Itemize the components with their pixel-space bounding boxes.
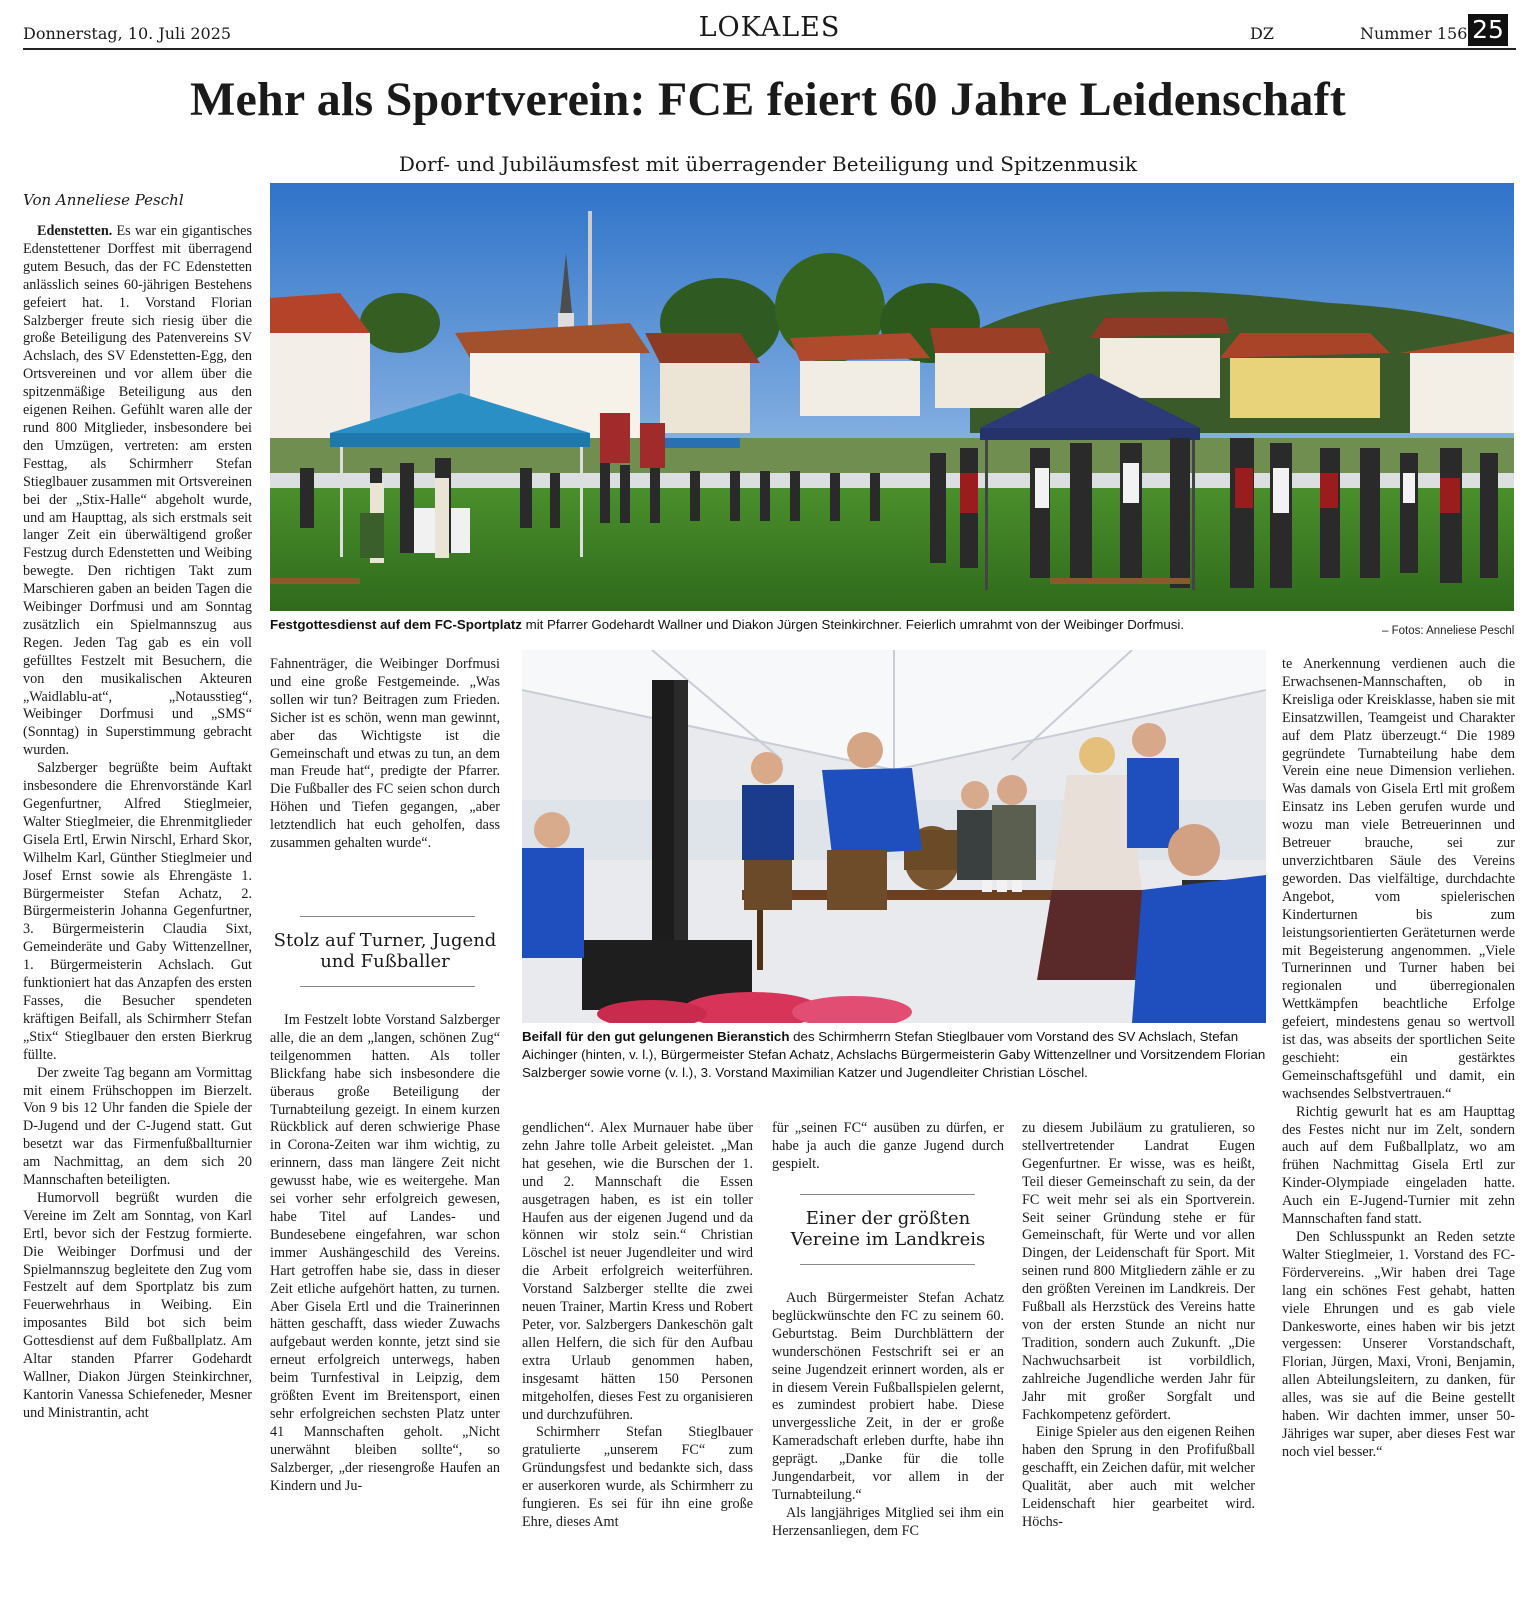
paragraph: gendlichen“. Alex Murnauer habe über zehn Jahre tolle Arbeit geleistet. „Man hat gesehen, wie die Burschen der 1. und 2. Mannschaft die Essen ausgetragen haben, es ist ein toller Haufen aus der eigenen Jugend und da können wir stolz sein.“ Christian Löschel ist neuer Jugendleiter und wird die Arbeit erfolgreich weiterführen. Vorstand Salzberger stellte die zwei neuen Trainer, Martin Kress und Robert Peter, vor. Salzbergers Dankeschön galt allen Helfern, die sich für den Aufbau extra Urlaub genommen haben, insgesamt hätten 150 Personen mitgeholfen, dieses Fest zu organisieren und durchzuführen.	[522, 1120, 753, 1423]
photo-field-service	[270, 183, 1514, 611]
section-title: LOKALES	[698, 12, 841, 43]
paragraph: Richtig gewurlt hat es am Haupttag des Festes nicht nur im Zelt, sondern auch auf dem Fußballplatz, wo am frühen Nachmittag Gisela Ertl zur Kinder-Olympiade eingeladen hatte. Auch ein E-Jugend-Turnier mit zehn Mannschaften fand statt.	[1282, 1103, 1515, 1228]
photo-field-service-image	[270, 183, 1514, 611]
article-author: Von Anneliese Peschl	[23, 191, 184, 209]
column-1	[23, 223, 252, 1600]
column-5	[1022, 1120, 1255, 1600]
caption-text: des Schirmherrn Stefan Stieglbauer vom Vorstand des SV Achslach, Stefan Aichinger (hinten, v. l.), Bürgermeister Stefan Achatz, Achslachs Bürgermeisterin Gaby Wittenzellner und Vorsitzendem Florian Salzberger sowie vorne (v. l.), 3. Vorstand Maximilian Katzer und Jugendleiter Christian Löschel.	[522, 1029, 1266, 1080]
publication-abbrev: DZ	[1250, 24, 1274, 43]
paragraph: Auch Bürgermeister Stefan Achatz beglückwünschte den FC zu seinem 60. Geburtstag. Beim Durchblättern der wunderschönen Festschrift sei er an seine Jugendzeit erinnert worden, als er in diesem Verein Fußballspielen gelernt, es zumindest probiert habe. Diese unvergessliche Zeit, in der er große Kameradschaft erleben durfte, habe ihn geprägt. „Danke für die tolle Jungendarbeit, vor allem in der Turnabteilung.“	[772, 1290, 1004, 1503]
column-2-top	[270, 656, 500, 906]
subhead-rule-top	[800, 1194, 975, 1195]
column-3	[522, 1120, 753, 1600]
caption-bold: Beifall für den gut gelungenen Bieranstich	[522, 1029, 790, 1044]
column-6	[1282, 656, 1515, 1600]
photo-beer-tapping-image	[522, 650, 1266, 1023]
subhead-rule-bottom	[800, 1264, 975, 1265]
caption-text: mit Pfarrer Godehardt Wallner und Diakon Jürgen Steinkirchner. Feierlich umrahmt von der Weibinger Dorfmusi.	[521, 617, 1185, 632]
subhead-turner: Stolz auf Turner, Jugend und Fußballer	[273, 930, 497, 972]
paragraph: Schirmherr Stefan Stieglbauer gratulierte „unserem FC“ zum Gründungsfest und bedankte sich, dass er auserkoren wurde, als Schirmherr zu fungieren. Es sei für ihn eine große Ehre, dieses Amt	[522, 1424, 753, 1530]
paragraph: Der zweite Tag begann am Vormittag mit einem Frühschoppen im Bierzelt. Von 9 bis 12 Uhr fanden die Spiele der D-Jugend und der C-Jugend statt. Gut besetzt war das Firmenfußballturnier am Nachmittag, an dem sich 20 Mannschaften beteiligten.	[23, 1064, 252, 1189]
photo-credit: – Fotos: Anneliese Peschl	[1382, 625, 1515, 637]
subhead-landkreis: Einer der größten Vereine im Landkreis	[790, 1208, 986, 1250]
paragraph: Im Festzelt lobte Vorstand Salzberger alle, die an dem „langen, schönen Zug“ teilgenommen hatten. Als toller Blickfang habe sich insbesondere die überaus große Beteiligung der Turnabteilung gezeigt. In einem kurzen Rückblick auf deren schwierige Phase in Corona-Zeiten war ihm wichtig, zu erinnern, dass man längere Zeit nicht gewusst habe, wie es weitergehe. Man sei vorher sehr erfolgreich gewesen, habe Titel auf Landes- und Bundesebene eingefahren, war schon immer Aushängeschild des Vereins. Hart getroffen habe sie, dass in dieser Zeit etliche aufgehört hatten, zu turnen. Aber Gisela Ertl und die Trainerinnen hätten geschafft, dass wieder Zuwachs aufgebaut werden konnte, jetzt sind sie erneut erfolgreich unterwegs, haben beim Turnfestival in Leipzig, dem größten Event im Breitensport, einen sehr erfolgreichen sechsten Platz unter 41 Mannschaften geholt. „Nicht unerwähnt bleiben sollte“, so Salzberger, „der riesengroße Haufen an Kindern und Ju-	[270, 1012, 500, 1494]
caption-bold: Festgottesdienst auf dem FC-Sportplatz	[270, 617, 522, 632]
paragraph: Den Schlusspunkt an Reden setzte Walter Stieglmeier, 1. Vorstand des FC-Fördervereins. „Wir haben drei Tage lang ein schönes Fest gehabt, hatten viele Ehrungen und es gab viele Dankesworte, eines haben wir bis jetzt vergessen: Unserer Vorstandschaft, Florian, Jürgen, Maxi, Vroni, Benjamin, allen Abteilungsleitern, zu danken, für alles, was sie auf die Beine gestellt haben. Wir dachten immer, unser 50-Jähriges war super, aber dieses Fest war noch viel besser.“	[1282, 1229, 1515, 1460]
issue-date: Donnerstag, 10. Juli 2025	[23, 24, 232, 43]
article-headline: Mehr als Sportverein: FCE feiert 60 Jahre Leidenschaft	[190, 73, 1346, 126]
page-header	[23, 10, 1516, 50]
paragraph: zu diesem Jubiläum zu gratulieren, so stellvertretender Landrat Eugen Gegenfurtner. Er wisse, was es heißt, Teil dieser Gemeinschaft zu sein, da der FC weit mehr sei als ein Sportverein. Seit seiner Gründung stehe er für Gemeinschaft, für Werte und vor allen Dingen, der Leidenschaft für Sport. Mit seinen rund 800 Mitgliedern zähle er zu den größten Vereinen im Landkreis. Der Fußball als Herzstück des Vereins hatte von der ersten Stunde an nicht nur Tradition, sondern auch Zukunft. „Die Nachwuchsarbeit ist vorbildlich, zahlreiche Jugendliche werden Jahr für Jahr mit großer Sorgfalt und Fachkompetenz gefördert.	[1022, 1120, 1255, 1423]
paragraph: Fahnenträger, die Weibinger Dorfmusi und eine große Festgemeinde. „Was sollen wir tun? Beitragen zum Frieden. Sicher ist es schön, wenn man gewinnt, aber das Wichtigste ist die Gemeinschaft und etwas zu tun, an dem man Freude hat“, predigte der Pfarrer. Die Fußballer des FC seien schon durch Höhen und Tiefen gegangen, „aber letztendlich hat euch geholfen, dass zusammen gehalten wurde“.	[270, 656, 500, 852]
paragraph: te Anerkennung verdienen auch die Erwachsenen-Mannschaften, ob in Kreisliga oder Kreisklasse, haben sie mit Einsatzwillen, Teamgeist und Charakter auf dem Platz überzeugt.“ Die 1989 gegründete Turnabteilung habe dem Verein eine neue Dimension verliehen. Was damals von Gisela Ertl mit großem Einsatz ins Leben gerufen wurde und wozu man viele Betreuerinnen und Betreuer brauche, sei zur unverzichtbaren Säule des Vereins geworden. Das vielfältige, durchdachte Angebot, vom spielerischen Kinderturnen bis zum leistungsorientierten Geräteturnen werde mit Begeisterung angenommen. „Viele Turnerinnen und Turner haben bei regionalen und überregionalen Wettkämpfen beachtliche Erfolge gefeiert, mindestens genau so wertvoll ist das, was abseits der sportlichen Seite geschieht: ein gestärktes Gemeinschaftsgefühl und damit, ein wachsendes Selbstvertrauen.“	[1282, 656, 1515, 1102]
column-4-bottom	[772, 1290, 1004, 1600]
article-subheadline: Dorf- und Jubiläumsfest mit überragender Beteiligung und Spitzenmusik	[398, 152, 1138, 176]
page-number: 25	[1468, 14, 1508, 46]
photo-beer-tapping	[522, 650, 1266, 1023]
paragraph: Einige Spieler aus den eigenen Reihen haben den Sprung in den Profifußball geschafft, ein Zeichen dafür, mit welcher Qualität, aber auch mit welcher Leidenschaft hier gearbeitet wird. Höchs-	[1022, 1424, 1255, 1530]
dateline: Edenstetten.	[37, 223, 113, 239]
paragraph: für „seinen FC“ ausüben zu dürfen, er habe ja auch die ganze Jugend durch gespielt.	[772, 1120, 1004, 1172]
column-2-bottom	[270, 1012, 500, 1600]
paragraph: Salzberger begrüßte beim Auftakt insbesondere die Ehrenvorstände Karl Gegenfurtner, Alfred Stieglmeier, Walter Stieglmeier, die Ehrenmitglieder Gisela Ertl, Erwin Nirschl, Erhard Skor, Wilhelm Karl, Günther Stieglmeier und Josef Ernst sowie als Ehrengäste 1. Bürgermeister Stefan Achatz, 2. Bürgermeisterin Johanna Gegenfurtner, 3. Bürgermeisterin Claudia Sixt, Gemeinderäte und Gaby Wittenzellner, 1. Bürgermeisterin Achslach. Gut funktioniert hat das Anzapfen des ersten Fasses, die Besucher spendeten kräftigen Beifall, als Schirmherr Stefan „Stix“ Stieglbauer den ersten Bierkrug füllte.	[23, 760, 252, 1063]
paragraph: Als langjähriges Mitglied sei ihm ein Herzensanliegen, dem FC	[772, 1504, 1004, 1539]
photo1-caption	[270, 616, 1350, 634]
paragraph: Humorvoll begrüßt wurden die Vereine im Zelt am Sonntag, von Karl Ertl, bevor sich der Festzug formierte. Die Weibinger Dorfmusi und der Spielmannszug begleitete den Zug vom Festzelt auf dem Sportplatz bis zum Feuerwehrhaus in Weibing. Ein imposantes Bild bot sich beim Gottesdienst auf dem Fußballplatz. Am Altar standen Pfarrer Godehardt Wallner, Diakon Jürgen Steinkirchner, Kantorin Vanessa Schiefeneder, Mesner und Ministrantin, acht	[23, 1189, 252, 1421]
column-4-top	[772, 1120, 1004, 1180]
paragraph: Es war ein gigantisches Edenstettener Dorffest mit überragend gutem Besuch, das der FC Edenstetten anlässlich seines 60-jährigen Bestehens gefeiert hat. 1. Vorstand Florian Salzberger freute sich riesig über die große Beteiligung des Patenvereins SV Achslach, des SV Edenstetten-Egg, den Ortsvereinen und vor allem über die spitzenmäßige Beteiligung aus den eigenen Reihen. Gefühlt waren alle der rund 800 Mitglieder, insbesondere bei den Umzügen, vertreten: am ersten Festtag, als Schirmherr Stefan Stieglbauer zusammen mit Ortsvereinen bei der „Stix-Halle“ abgeholt wurde, und am Haupttag, als sich erstmals seit langer Zeit ein überwältigend großer Festzug durch Edenstetten und Weibing bewegte. Den richtigen Takt zum Marschieren gaben an beiden Tagen die Weibinger Dorfmusi und am Sonntag zusätzlich ein Spielmannszug aus Regen. Jeden Tag gab es ein voll gefülltes Festzelt mit Besuchern, die von den musikalischen Akteuren „Waidlablu-at“, „Notausstieg“, Weibinger Dorfmusi und „SMS“ (Sonntag) in Superstimmung gebracht wurden.	[23, 223, 252, 759]
subhead-rule-bottom	[300, 986, 475, 987]
issue-number: Nummer 156	[1360, 24, 1468, 43]
photo2-caption	[522, 1028, 1266, 1082]
subhead-rule-top	[300, 916, 475, 917]
